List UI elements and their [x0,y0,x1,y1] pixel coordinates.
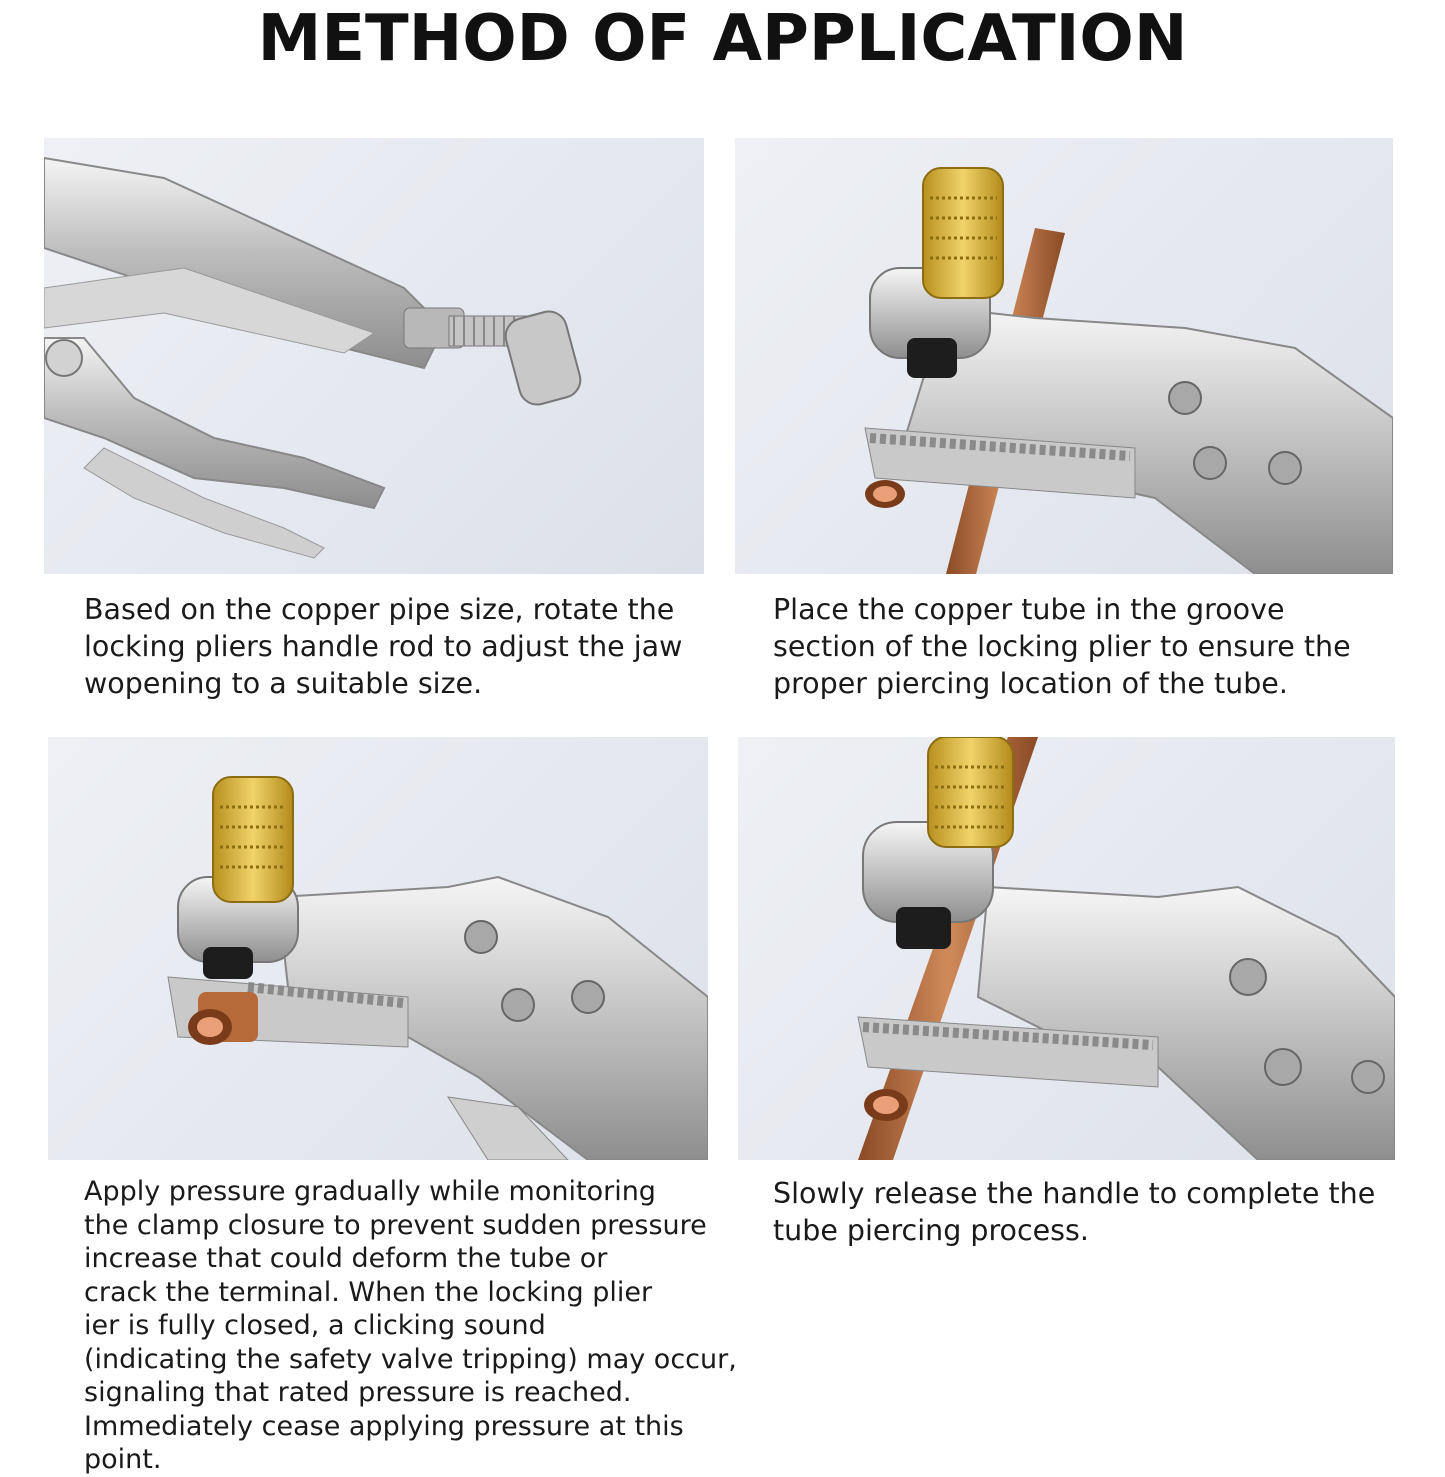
tube-in-groove-illustration [735,138,1393,574]
page-title: METHOD OF APPLICATION [257,2,1188,76]
step-1-caption: Based on the copper pipe size, rotate the locking pliers handle rod to adjust the jaw wopening to a suitable size. [84,593,683,700]
step-2-caption: Place the copper tube in the groove section of the locking plier to ensure the proper piercing location of the tube. [773,593,1351,700]
step-4-photo [738,737,1395,1160]
clamping-tube-illustration [48,737,708,1160]
step-2-photo [735,138,1393,574]
step-4-caption: Slowly release the handle to complete the tube piercing process. [773,1177,1376,1247]
release-handle-illustration [738,737,1395,1160]
step-1-photo [44,138,704,574]
step-3-caption: Apply pressure gradually while monitoring the clamp closure to prevent sudden pressure increase that could deform the tube or crack the terminal. When the locking plier ier is fully closed, a clicking sound (indicating the safety valve tripping) may occur, signaling that rated pressure is reached. Immediately cease applying pressure at this point. [84,1176,737,1475]
step-3-photo [48,737,708,1160]
locking-pliers-screw-illustration [44,138,704,574]
